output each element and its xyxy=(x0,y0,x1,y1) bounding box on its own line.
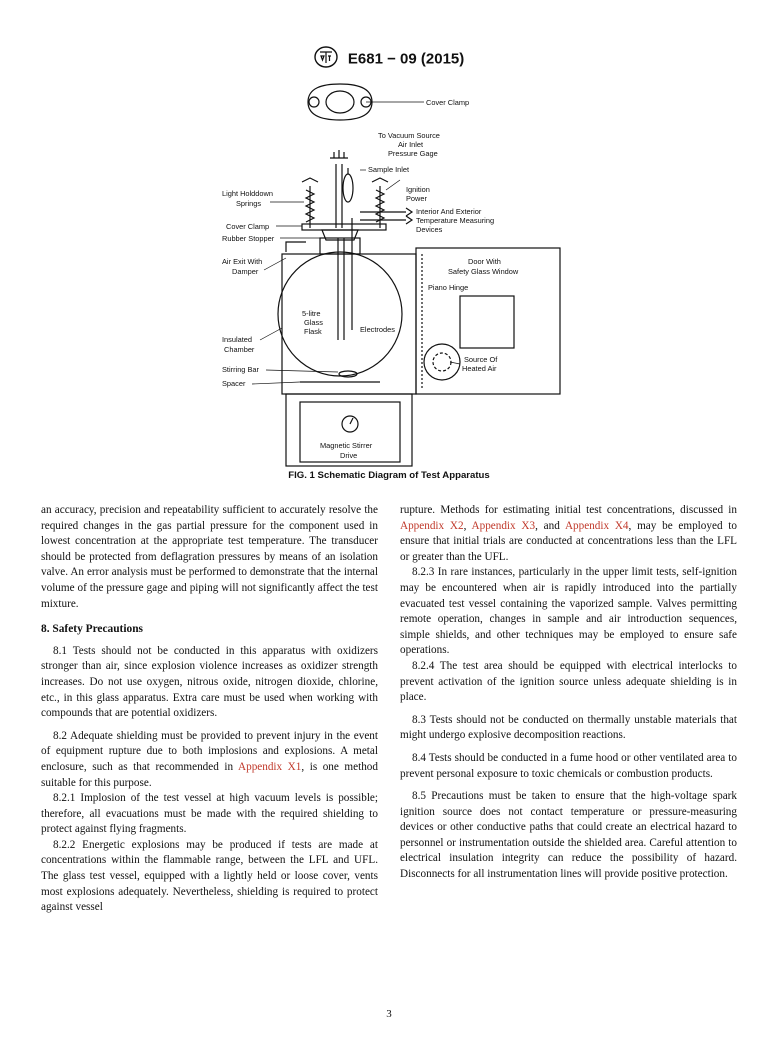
appendix-x3-link[interactable]: Appendix X3 xyxy=(471,519,536,532)
label-drive: Drive xyxy=(340,451,358,460)
label-rubber-stopper: Rubber Stopper xyxy=(222,234,275,243)
astm-logo-icon xyxy=(314,46,338,72)
paragraph-8-2: 8.2 Adequate shielding must be provided to prevent injury in the event of equipment rupture due to both implosions and explosions. A metal enclosure, such as that recommended in Appendix X1, is one method suitable for this purpose. xyxy=(41,729,378,789)
label-spacer: Spacer xyxy=(222,379,246,388)
page-header xyxy=(0,46,778,72)
label-air-exit-with: Air Exit With xyxy=(222,257,263,266)
cover-clamp-top-view xyxy=(308,84,372,120)
label-interior-exterior: Interior And Exterior xyxy=(416,207,482,216)
paragraph-8-2-1: 8.2.1 Implosion of the test vessel at high vacuum levels is possible; therefore, all evacuations must be made with the required shielding to protect against flying fragments. xyxy=(41,792,378,836)
label-door-with: Door With xyxy=(468,257,501,266)
paragraph-8-2-4: 8.2.4 The test area should be equipped with electrical interlocks to prevent activation of the ignition source unless adequate shielding is in place. xyxy=(400,659,737,704)
paragraph-8-5: 8.5 Precautions must be taken to ensure that the high-voltage spark ignition source does not contact temperature or pressure-measuring devices or other conductive paths that could create an electrical hazard to personnel or instrumentation outside the shielded area. Careful attention to electrical insulation integrity can reduce the possibility of hazard. Disconnects for all instrumentation lines will provide positive protection. xyxy=(400,790,737,881)
label-glass: Glass xyxy=(304,318,323,327)
label-stirring-bar: Stirring Bar xyxy=(222,365,259,374)
label-cover-clamp: Cover Clamp xyxy=(226,222,270,231)
label-to-vacuum-source: To Vacuum Source xyxy=(378,131,440,140)
apparatus-diagram xyxy=(210,78,570,474)
label-insulated: Insulated xyxy=(222,335,252,344)
label-devices: Devices xyxy=(416,225,443,234)
label-air-inlet: Air Inlet xyxy=(398,140,424,149)
figure-caption: FIG. 1 Schematic Diagram of Test Apparatus xyxy=(288,470,490,481)
appendix-x1-link[interactable]: Appendix X1 xyxy=(238,760,302,773)
figure-labels xyxy=(222,98,519,460)
paragraph-8-1: 8.1 Tests should not be conducted in this apparatus with oxidizers stronger than air, since explosion violence increases as oxidizer strength increases. Do not use oxygen, nitrous oxide, nitrogen dioxide, chlorine, etc., in this glass apparatus. Extra care must be used when working with compounds that are potential oxidizers. xyxy=(41,644,378,720)
standard-designation: E681 − 09 (2015) xyxy=(347,50,465,68)
page-number: 3 xyxy=(386,1008,392,1020)
label-temperature-measuring: Temperature Measuring xyxy=(416,216,495,225)
appendix-x4-link[interactable]: Appendix X4 xyxy=(564,519,629,532)
apparatus-figure xyxy=(210,78,570,474)
paragraph-8-2-3: 8.2.3 In rare instances, particularly in the upper limit tests, self-ignition may be encountered when air is rapidly introduced into the partially evacuated test vessel containing the vaporized sample. Valves permitting remote operation, changes in sample and air introduction sequences, simple shields, and other techniques may be employed to ensure safe operations. xyxy=(400,566,737,657)
section-heading: 8. Safety Precautions xyxy=(41,623,143,636)
label-springs: Springs xyxy=(236,199,262,208)
paragraph-8-4: 8.4 Tests should be conducted in a fume hood or other ventilated area to prevent personal exposure to toxic chemicals or combustion products. xyxy=(400,751,737,780)
paragraph-continued: an accuracy, precision and repeatability sufficient to accurately resolve the required changes in the gas partial pressure for the component used in lowest concentration at the appropriate test temperature. The transducer should be protected from deflagration pressures by means of an isolation valve. An error analysis must be performed to demonstrate that the internal volume of the pressure gage and piping will not significantly affect the test mixture. xyxy=(41,504,378,610)
label-safety-glass-window: Safety Glass Window xyxy=(448,267,519,276)
label-heated-air: Heated Air xyxy=(462,364,497,373)
paragraph-8-3: 8.3 Tests should not be conducted on thermally unstable materials that might undergo explosive decomposition reactions. xyxy=(400,713,737,742)
right-column xyxy=(400,503,737,883)
label-sample-inlet: Sample Inlet xyxy=(368,165,410,174)
label-magnetic-stirrer: Magnetic Stirrer xyxy=(320,441,373,450)
paragraph-8-2-2: 8.2.2 Energetic explosions may be produced if tests are made at concentrations within the flammable range, between the LFL and UFL. The glass test vessel, equipped with a lightly held or loose cover, vents most explosions adequately. Nevertheless, shielding is required to protect against vessel xyxy=(41,838,378,914)
label-source-of: Source Of xyxy=(464,355,498,364)
label-five-litre: 5-litre xyxy=(302,309,321,318)
appendix-x2-link[interactable]: Appendix X2 xyxy=(400,519,464,532)
left-column xyxy=(41,503,378,916)
paragraph-continued-right: rupture. Methods for estimating initial test concentrations, discussed in Appendix X2, Appendix X3, and Appendix X4, may be employed to ensure that initial trials are conducted at concentrations less than the LFL or greater than the UFL. xyxy=(400,504,738,563)
label-flask: Flask xyxy=(304,327,322,336)
label-light-holddown: Light Holddown xyxy=(222,189,273,198)
label-electrodes: Electrodes xyxy=(360,325,395,334)
label-ignition: Ignition xyxy=(406,185,430,194)
label-damper: Damper xyxy=(232,267,259,276)
label-pressure-gage: Pressure Gage xyxy=(388,149,438,158)
label-power: Power xyxy=(406,194,427,203)
label-chamber: Chamber xyxy=(224,345,255,354)
label-cover-clamp-top: Cover Clamp xyxy=(426,98,470,107)
label-piano-hinge: Piano Hinge xyxy=(428,283,469,292)
